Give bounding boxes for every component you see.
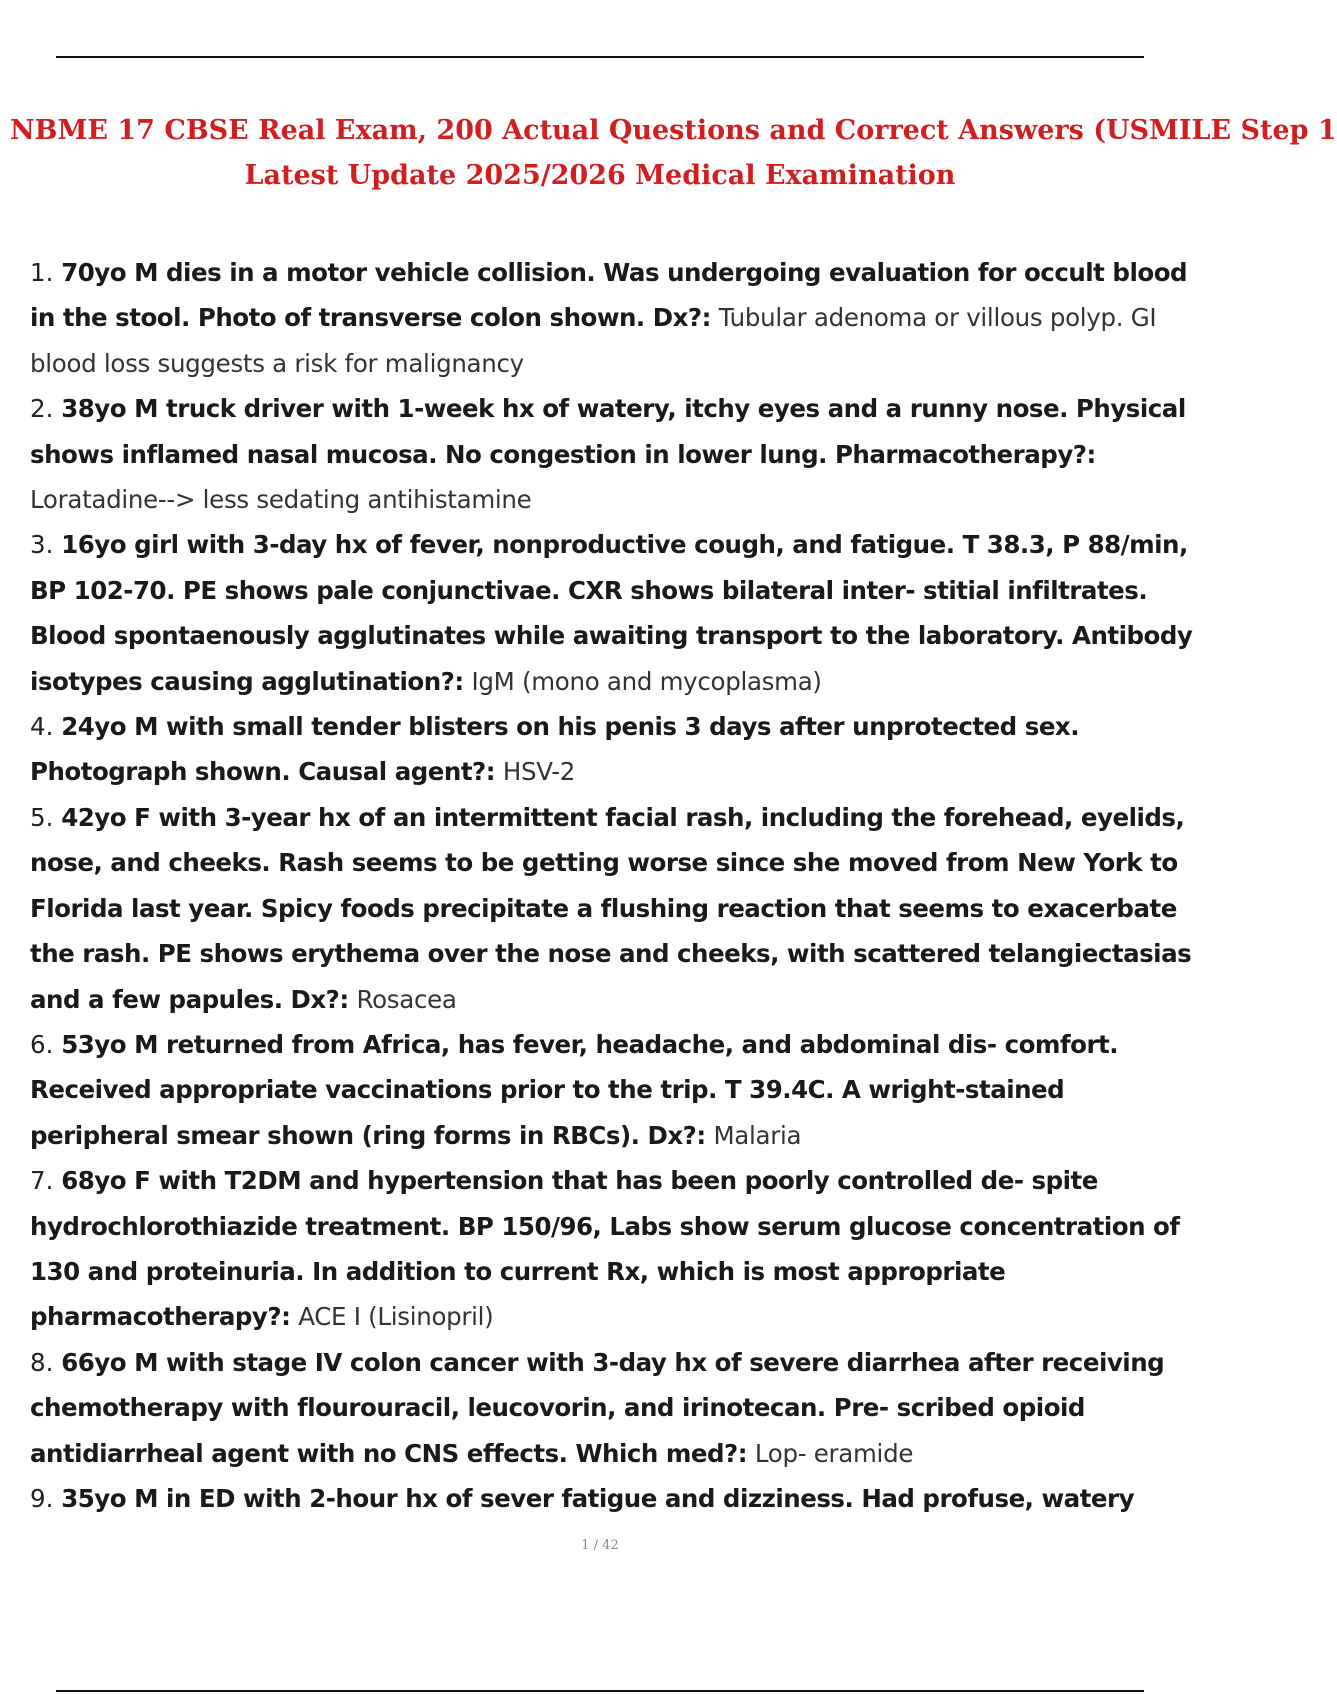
question-item-1 <box>30 250 1200 386</box>
question-number: 7. <box>30 1166 54 1196</box>
question-stem: 24yo M with small tender blisters on his penis 3 days after unprotected sex. Photograph shown. Causal agent?: <box>30 712 1080 787</box>
question-answer: Rosacea <box>356 984 457 1014</box>
question-stem: 53yo M returned from Africa, has fever, headache, and abdominal dis- comfort. Received appropriate vaccinations prior to the trip. T 39.4C. A wright-stained peripheral smear shown (ring forms in RBCs). Dx?: <box>30 1029 1119 1150</box>
question-answer: Lop- eramide <box>754 1438 914 1468</box>
question-item-8 <box>30 1340 1200 1476</box>
question-item-3 <box>30 522 1200 704</box>
title-line-1: NBME 17 CBSE Real Exam, 200 Actual Questions and Correct Answers (USMILE Step 1 <box>10 115 1337 146</box>
question-number: 1. <box>30 258 54 287</box>
question-list <box>30 250 1200 1521</box>
question-stem: 42yo F with 3-year hx of an intermittent facial rash, including the forehead, eyelids, nose, and cheeks. Rash seems to be getting worse since she moved from New York to Florida last year. Spicy foods precipitate a flushing reaction that seems to exacerbate the rash. PE shows erythema over the nose and cheeks, with scattered telangiectasias and a few papules. Dx?: <box>30 802 1192 1014</box>
question-item-9 <box>30 1476 1200 1521</box>
question-stem: 66yo M with stage IV colon cancer with 3-day hx of severe diarrhea after receiving chemotherapy with flourouracil, leucovorin, and irinotecan. Pre- scribed opioid antidiarrheal agent with no CNS effects. Which med?: <box>30 1347 1165 1468</box>
question-answer: Malaria <box>713 1120 802 1150</box>
top-rule <box>56 56 1144 58</box>
question-item-7 <box>30 1158 1200 1340</box>
question-number: 6. <box>30 1029 54 1059</box>
question-number: 4. <box>30 712 54 742</box>
question-stem: 38yo M truck driver with 1-week hx of watery, itchy eyes and a runny nose. Physical shows inflamed nasal mucosa. No congestion in lower lung. Pharmacotherapy?: <box>30 394 1186 469</box>
question-answer: Loratadine--> less sedating antihistamine <box>30 485 532 515</box>
question-number: 8. <box>30 1347 54 1377</box>
question-answer: HSV-2 <box>502 757 576 787</box>
question-stem: 35yo M in ED with 2-hour hx of sever fatigue and dizziness. Had profuse, watery <box>61 1483 1135 1513</box>
question-stem: 70yo M dies in a motor vehicle collision. Was undergoing evaluation for occult blood in the stool. Photo of transverse colon shown. Dx?: <box>30 258 1188 333</box>
question-number: 3. <box>30 530 54 560</box>
bottom-rule <box>56 1690 1144 1692</box>
question-item-4 <box>30 704 1200 795</box>
question-answer: Tubular adenoma or villous polyp. GI blood loss suggests a risk for malignancy <box>30 303 1157 378</box>
document-title <box>0 108 1337 198</box>
question-answer: IgM (mono and mycoplasma) <box>471 666 822 696</box>
page-number: 1 / 42 <box>581 1538 619 1553</box>
question-stem: 16yo girl with 3-day hx of fever, nonproductive cough, and fatigue. T 38.3, P 88/min, BP 102-70. PE shows pale conjunctivae. CXR shows bilateral inter- stitial infiltrates. Blood spontaenously agglutinates while awaiting transport to the laboratory. Antibody isotypes causing agglutination?: <box>30 530 1193 696</box>
question-number: 9. <box>30 1483 54 1513</box>
question-number: 2. <box>30 394 54 424</box>
question-stem: 68yo F with T2DM and hypertension that has been poorly controlled de- spite hydrochlorothiazide treatment. BP 150/96, Labs show serum glucose concentration of 130 and proteinuria. In addition to current Rx, which is most appropriate pharmacotherapy?: <box>30 1166 1180 1332</box>
question-number: 5. <box>30 802 54 832</box>
question-item-5 <box>30 795 1200 1022</box>
question-item-6 <box>30 1022 1200 1158</box>
question-item-2 <box>30 386 1200 522</box>
title-line-2: Latest Update 2025/2026 Medical Examination <box>244 160 956 191</box>
question-answer: ACE I (Lisinopril) <box>298 1302 494 1332</box>
